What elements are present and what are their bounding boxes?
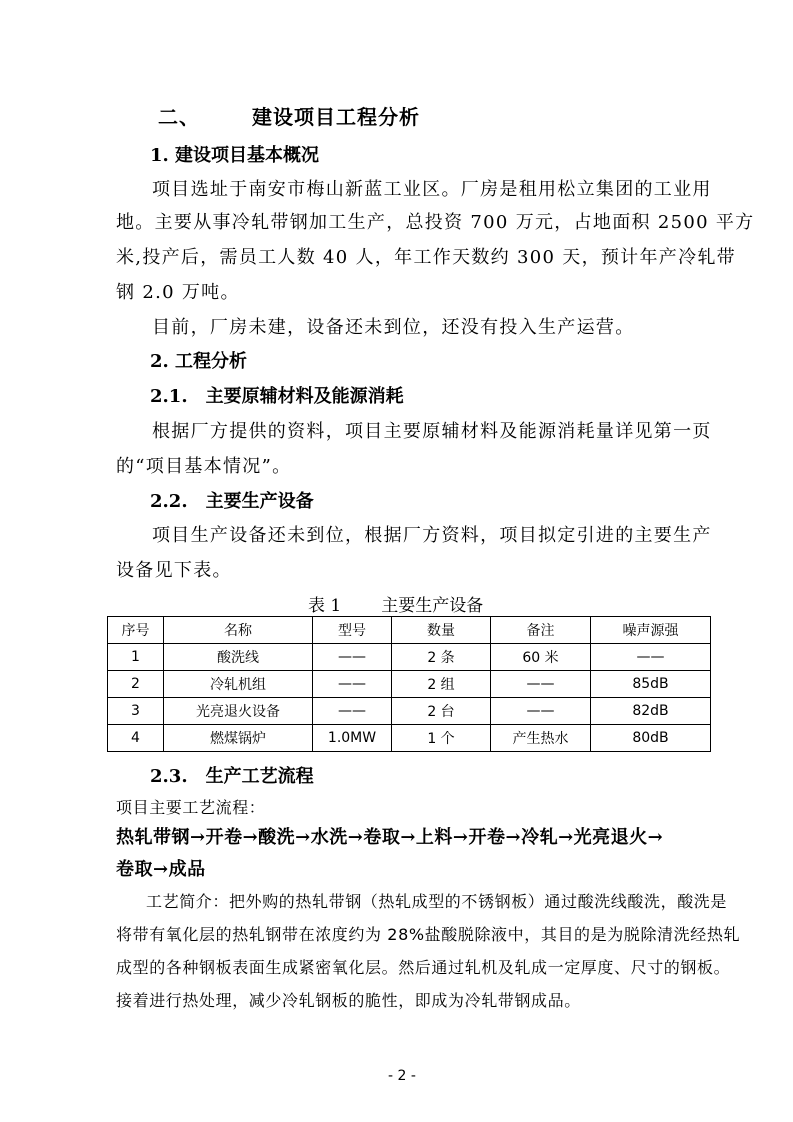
- paragraph-line: 地。主要从事冷轧带钢加工生产，总投资 700 万元，占地面积 2500 平方: [116, 212, 755, 233]
- table-cell: 产生热水: [491, 725, 591, 752]
- table-cell: 1 个: [392, 725, 491, 752]
- table-cell: 2: [108, 671, 164, 698]
- process-description-line: 将带有氧化层的热轧钢带在浓度约为 28%盐酸脱除液中，其目的是为脱除清洗经热轧: [116, 925, 741, 944]
- column-header: 数量: [392, 617, 491, 644]
- table-cell: 4: [108, 725, 164, 752]
- paragraph-line: 目前，厂房未建，设备还未到位，还没有投入生产运营。: [152, 317, 635, 338]
- table-caption-title: 主要生产设备: [381, 596, 484, 616]
- paragraph-line: 设备见下表。: [116, 560, 232, 581]
- table-cell: ——: [313, 698, 392, 725]
- column-header: 序号: [108, 617, 164, 644]
- table-cell: 1: [108, 644, 164, 671]
- table-cell: ——: [313, 671, 392, 698]
- process-description-line: 接着进行热处理，减少冷轧钢板的脆性，即成为冷轧带钢成品。: [116, 991, 581, 1010]
- table-cell: 2 组: [392, 671, 491, 698]
- table-cell: ——: [491, 671, 591, 698]
- table-cell: 3: [108, 698, 164, 725]
- flow-intro: 项目主要工艺流程：: [116, 798, 266, 817]
- table-caption-number: 表 1: [308, 596, 342, 616]
- subsection-2-2-title: 2.2. 主要生产设备: [150, 491, 314, 512]
- paragraph-line: 钢 2.0 万吨。: [116, 282, 240, 303]
- table-cell: 85dB: [591, 671, 711, 698]
- section-number: 二、: [158, 105, 200, 129]
- process-description-line: 工艺简介：把外购的热轧带钢（热轧成型的不锈钢板）通过酸洗线酸洗，酸洗是: [146, 892, 728, 911]
- page-number: - 2 -: [388, 1068, 416, 1084]
- column-header: 噪声源强: [591, 617, 711, 644]
- table-row: [108, 698, 711, 725]
- table-cell: 光亮退火设备: [164, 698, 313, 725]
- column-header: 型号: [313, 617, 392, 644]
- table-header-row: [108, 617, 711, 644]
- subsection-2-1-title: 2.1. 主要原辅材料及能源消耗: [150, 386, 404, 407]
- table-cell: ——: [313, 644, 392, 671]
- subsection-1-title: 1. 建设项目基本概况: [150, 145, 320, 166]
- paragraph-line: 项目选址于南安市梅山新蓝工业区。厂房是租用松立集团的工业用: [152, 179, 712, 200]
- table-cell: 60 米: [491, 644, 591, 671]
- paragraph-line: 的“项目基本情况”。: [116, 456, 292, 477]
- paragraph-line: 根据厂方提供的资料，项目主要原辅材料及能源消耗量详见第一页: [152, 421, 712, 442]
- section-heading: [158, 101, 420, 130]
- process-flow-line: 热轧带钢→开卷→酸洗→水洗→卷取→上料→开卷→冷轧→光亮退火→: [116, 827, 664, 848]
- table-cell: 燃煤锅炉: [164, 725, 313, 752]
- table-cell: 2 条: [392, 644, 491, 671]
- table-row: [108, 725, 711, 752]
- column-header: 备注: [491, 617, 591, 644]
- process-flow-line: 卷取→成品: [116, 859, 206, 880]
- table-cell: ——: [591, 644, 711, 671]
- paragraph-line: 米,投产后，需员工人数 40 人，年工作天数约 300 天，预计年产冷轧带: [116, 247, 736, 268]
- table-cell: 82dB: [591, 698, 711, 725]
- table-row: [108, 671, 711, 698]
- table-caption: [308, 591, 483, 616]
- table-cell: 1.0MW: [313, 725, 392, 752]
- table-cell: 80dB: [591, 725, 711, 752]
- process-description-line: 成型的各种钢板表面生成紧密氧化层。然后通过轧机及轧成一定厚度、尺寸的钢板。: [116, 958, 731, 977]
- column-header: 名称: [164, 617, 313, 644]
- section-title: 建设项目工程分析: [252, 105, 420, 129]
- subsection-2-title: 2. 工程分析: [150, 351, 248, 372]
- table-row: [108, 644, 711, 671]
- table-cell: 冷轧机组: [164, 671, 313, 698]
- subsection-2-3-title: 2.3. 生产工艺流程: [150, 766, 314, 787]
- table-cell: 2 台: [392, 698, 491, 725]
- paragraph-line: 项目生产设备还未到位，根据厂方资料，项目拟定引进的主要生产: [152, 525, 712, 546]
- table-cell: ——: [491, 698, 591, 725]
- table-cell: 酸洗线: [164, 644, 313, 671]
- equipment-table: [107, 616, 711, 752]
